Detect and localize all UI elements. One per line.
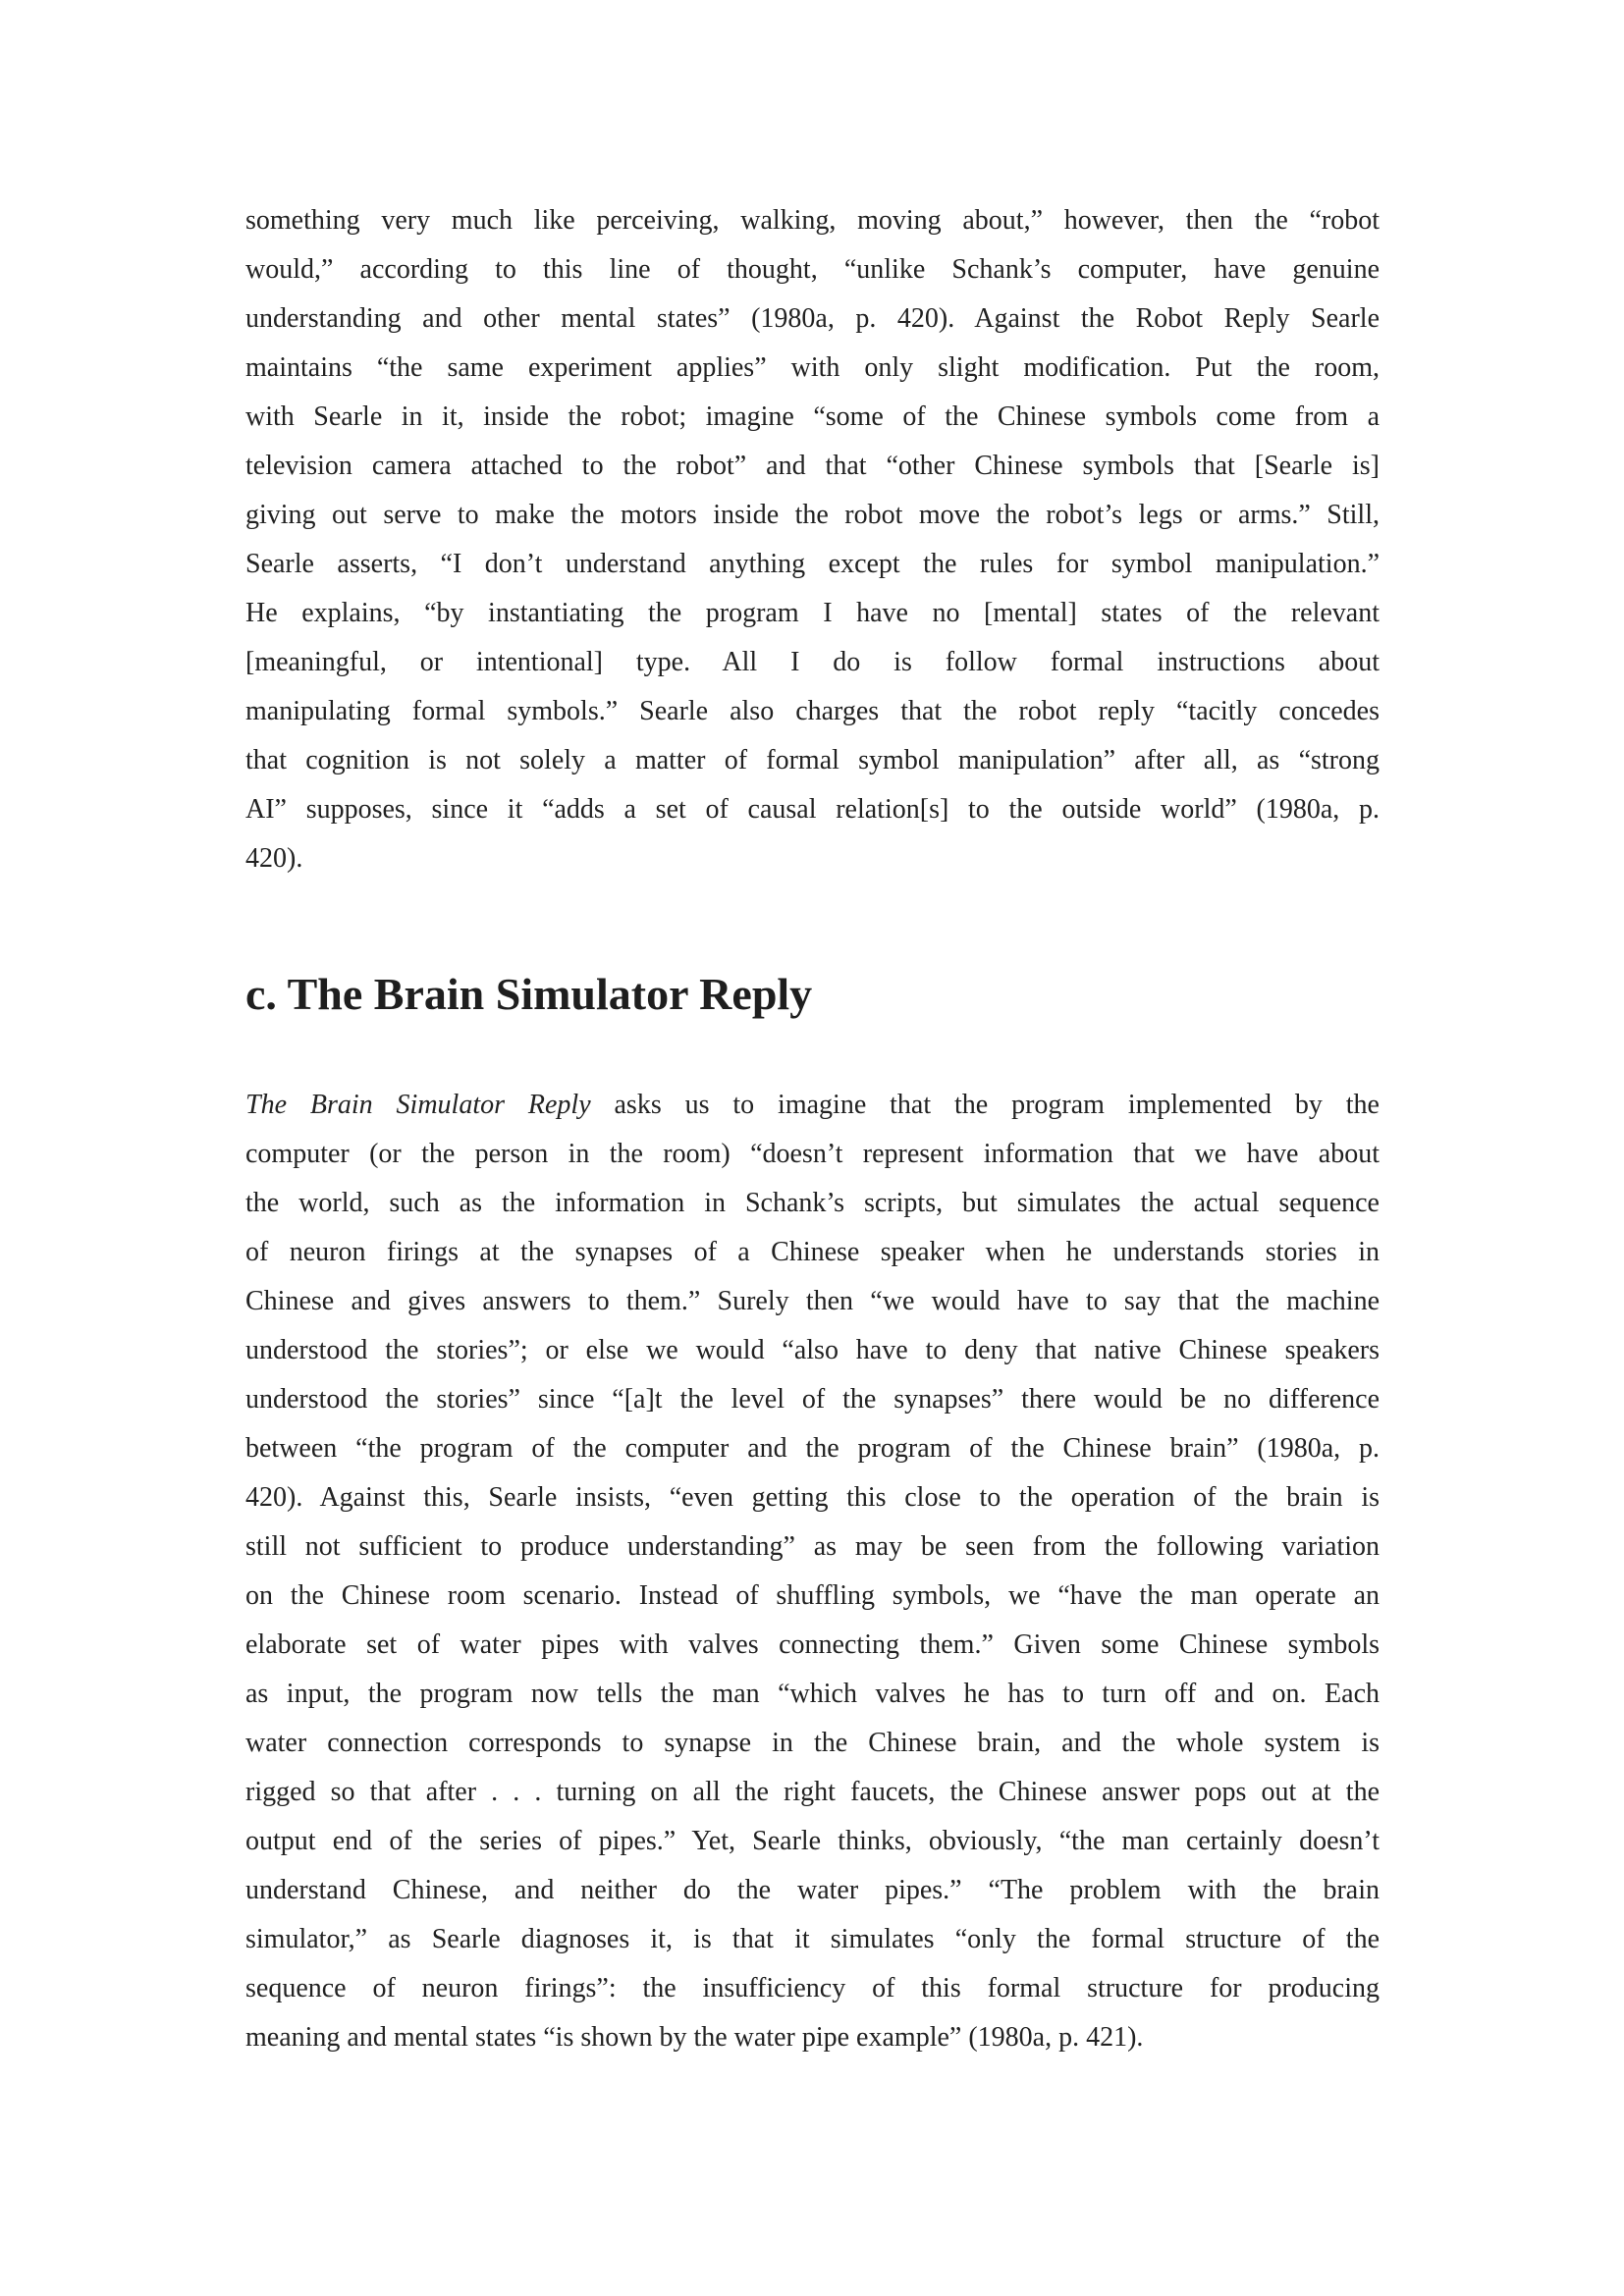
text-line: would,” according to this line of thought, “unlike Schank’s computer, have genuine <box>245 254 1380 285</box>
text-line: on the Chinese room scenario. Instead of shuffling symbols, we “have the man operate an <box>245 1580 1380 1611</box>
text-line: rigged so that after . . . turning on all the right faucets, the Chinese answer pops out at the <box>245 1777 1380 1807</box>
text-line: elaborate set of water pipes with valves connecting them.” Given some Chinese symbols <box>245 1629 1380 1660</box>
text-line: still not sufficient to produce understanding” as may be seen from the following variation <box>245 1531 1380 1562</box>
text-line: water connection corresponds to synapse in the Chinese brain, and the whole system is <box>245 1728 1380 1758</box>
text-line: understood the stories”; or else we would “also have to deny that native Chinese speakers <box>245 1335 1380 1365</box>
text-line: with Searle in it, inside the robot; imagine “some of the Chinese symbols come from a <box>245 401 1380 432</box>
text-run: asks us to imagine that the program implemented by the <box>590 1090 1380 1120</box>
text-line: of neuron firings at the synapses of a Chinese speaker when he understands stories in <box>245 1237 1380 1267</box>
text-line: 420). <box>245 843 303 874</box>
paragraph-brain-simulator-reply <box>245 1081 1380 2062</box>
text-line: 420). Against this, Searle insists, “even getting this close to the operation of the brain is <box>245 1482 1380 1513</box>
text-line: meaning and mental states “is shown by the water pipe example” (1980a, p. 421). <box>245 2022 1144 2053</box>
text-line: output end of the series of pipes.” Yet, Searle thinks, obviously, “the man certainly doesn’t <box>245 1826 1380 1856</box>
text-line: maintains “the same experiment applies” with only slight modification. Put the room, <box>245 352 1380 383</box>
italic-term: The Brain Simulator Reply <box>245 1090 591 1120</box>
text-line: something very much like perceiving, walking, moving about,” however, then the “robot <box>245 205 1380 236</box>
text-line: understand Chinese, and neither do the water pipes.” “The problem with the brain <box>245 1875 1380 1905</box>
text-line: sequence of neuron firings”: the insufficiency of this formal structure for producing <box>245 1973 1380 2003</box>
text-line: computer (or the person in the room) “doesn’t represent information that we have about <box>245 1139 1380 1169</box>
text-line: understanding and other mental states” (1980a, p. 420). Against the Robot Reply Searle <box>245 303 1380 334</box>
text-line: that cognition is not solely a matter of formal symbol manipulation” after all, as “strong <box>245 745 1380 775</box>
paragraph-robot-reply <box>245 196 1380 883</box>
text-line: [meaningful, or intentional] type. All I do is follow formal instructions about <box>245 647 1380 677</box>
text-line: AI” supposes, since it “adds a set of causal relation[s] to the outside world” (1980a, p. <box>245 794 1380 825</box>
text-line: understood the stories” since “[a]t the level of the synapses” there would be no difference <box>245 1384 1380 1415</box>
text-line: between “the program of the computer and the program of the Chinese brain” (1980a, p. <box>245 1433 1380 1464</box>
text-line: Searle asserts, “I don’t understand anything except the rules for symbol manipulation.” <box>245 549 1380 579</box>
text-line: He explains, “by instantiating the program I have no [mental] states of the relevant <box>245 598 1380 628</box>
text-line: manipulating formal symbols.” Searle also charges that the robot reply “tacitly concedes <box>245 696 1380 726</box>
text-line: Chinese and gives answers to them.” Surely then “we would have to say that the machine <box>245 1286 1380 1316</box>
text-line: simulator,” as Searle diagnoses it, is that it simulates “only the formal structure of the <box>245 1924 1380 1954</box>
section-heading: c. The Brain Simulator Reply <box>245 969 813 1019</box>
text-line: as input, the program now tells the man “which valves he has to turn off and on. Each <box>245 1679 1380 1709</box>
text-line: television camera attached to the robot” and that “other Chinese symbols that [Searle is] <box>245 451 1380 481</box>
text-line: the world, such as the information in Schank’s scripts, but simulates the actual sequence <box>245 1188 1380 1218</box>
text-line <box>245 1081 1380 1130</box>
text-line: giving out serve to make the motors inside the robot move the robot’s legs or arms.” Still, <box>245 500 1380 530</box>
